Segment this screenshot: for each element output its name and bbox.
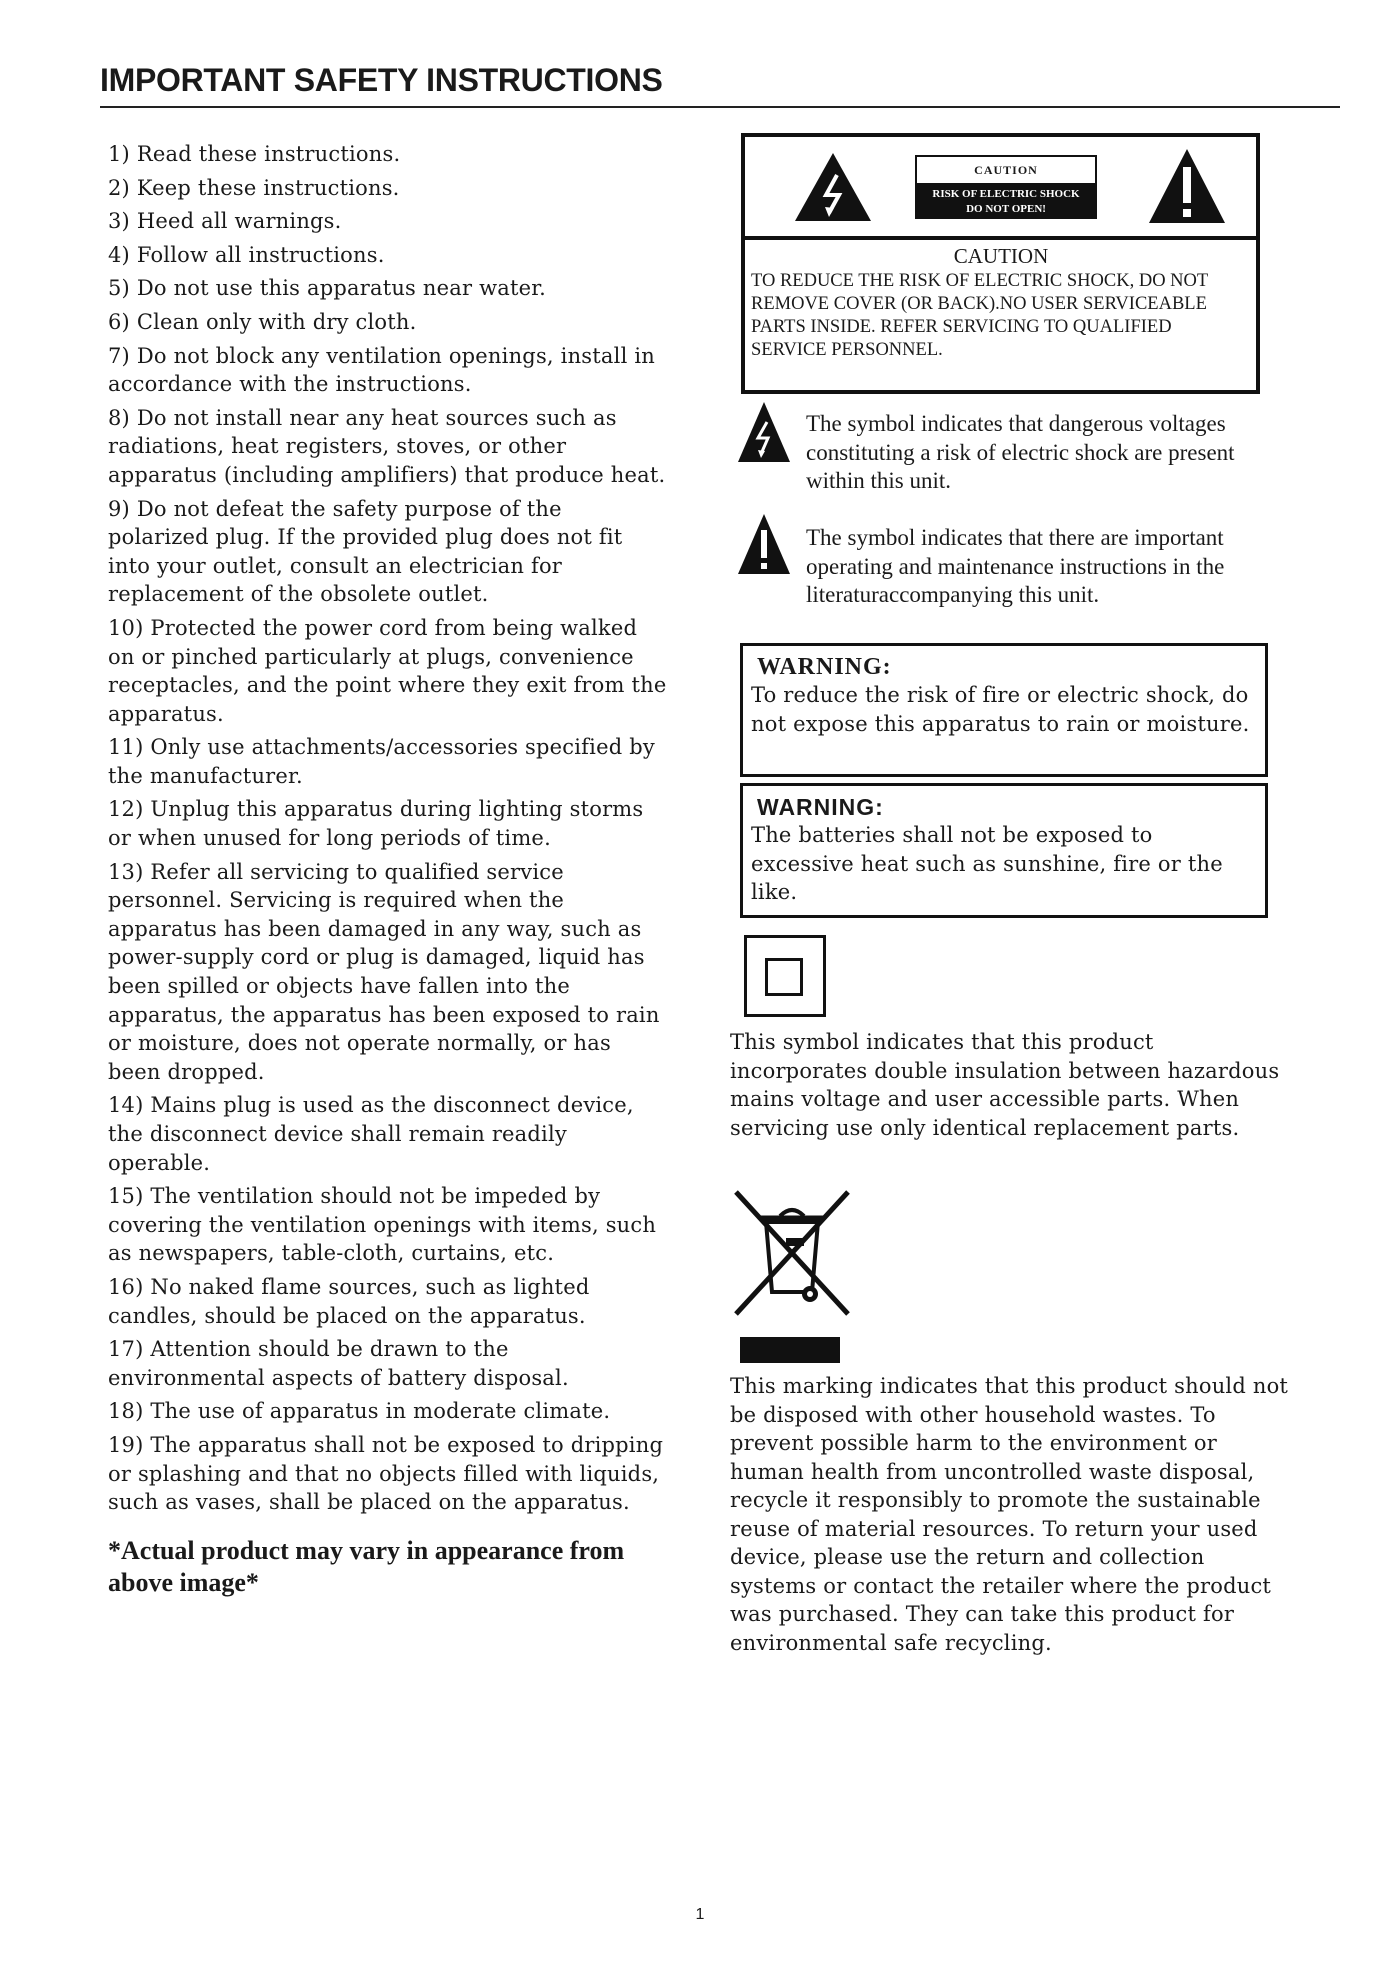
exclamation-symbol-text: The symbol indicates that there are important operating and maintenance instructions in the literaturaccompanying this unit.: [806, 525, 1225, 607]
title-divider: [100, 106, 1340, 108]
instruction-item: 18) The use of apparatus in moderate climate.: [108, 1399, 611, 1424]
instruction-item: 12) Unplug this apparatus during lighting storms or when unused for long periods of time.: [108, 797, 644, 851]
caution-label-warning: [917, 185, 1095, 217]
instruction-item: 13) Refer all servicing to qualified service personnel. Servicing is required when the apparatus has been damaged in any way, such as power-supply cord or plug is damaged, liquid has been spilled or objects have fallen into the apparatus, the apparatus has been exposed to rain or moisture, does not operate normally, or has been dropped.: [108, 859, 660, 1084]
instruction-item: 3) Heed all warnings.: [108, 209, 342, 234]
warning-text: The batteries shall not be exposed to excessive heat such as sunshine, fire or the like.: [751, 823, 1223, 905]
double-insulation-icon: [744, 935, 826, 1017]
instructions-column: [108, 140, 668, 1599]
instruction-item: 14) Mains plug is used as the disconnect device, the disconnect device shall remain readily operable.: [108, 1093, 634, 1175]
warning-box-batteries: [740, 783, 1268, 918]
instruction-item: 4) Follow all instructions.: [108, 242, 385, 267]
lightning-symbol-row: [736, 400, 1296, 493]
instruction-item: 6) Clean only with dry cloth.: [108, 309, 417, 334]
weee-underline-bar: [740, 1337, 840, 1363]
double-insulation-inner-square: [765, 958, 803, 996]
instruction-item: 10) Protected the power cord from being walked on or pinched particularly at plugs, convenience receptacles, and the point where they exit from the apparatus.: [108, 615, 667, 726]
instruction-item: 8) Do not install near any heat sources such as radiations, heat registers, stoves, or other apparatus (including amplifiers) that produce heat.: [108, 405, 666, 487]
instruction-item: 15) The ventilation should not be impeded by covering the ventilation openings with items, such as newspapers, table-cloth, curtains, etc.: [108, 1184, 657, 1266]
page-number: 1: [695, 1906, 705, 1923]
instruction-item: 9) Do not defeat the safety purpose of the polarized plug. If the provided plug does not fit into your outlet, consult an electrician for replacement of the obsolete outlet.: [108, 496, 623, 607]
exclamation-symbol-row: [736, 512, 1296, 632]
instruction-item: 5) Do not use this apparatus near water.: [108, 276, 547, 301]
instruction-list: [108, 140, 668, 1517]
caution-label-line: RISK OF ELECTRIC SHOCK: [932, 188, 1080, 200]
caution-header: [745, 137, 1256, 240]
appearance-note: *Actual product may vary in appearance from above image*: [108, 1535, 625, 1597]
lightning-warning-icon: [793, 151, 873, 223]
crossed-bin-icon: [730, 1188, 854, 1318]
warning-text: To reduce the risk of fire or electric shock, do not expose this apparatus to rain or moisture.: [751, 683, 1250, 736]
caution-label-line: DO NOT OPEN!: [966, 203, 1046, 215]
caution-text: TO REDUCE THE RISK OF ELECTRIC SHOCK, DO NOT REMOVE COVER (OR BACK).NO USER SERVICEABLE PARTS INSIDE. REFER SERVICING TO QUALIFIED SERVICE PERSONNEL.: [751, 271, 1208, 360]
instruction-item: 16) No naked flame sources, such as lighted candles, should be placed on the apparatus.: [108, 1274, 590, 1328]
caution-label: [915, 155, 1097, 219]
caution-heading: CAUTION: [953, 244, 1049, 268]
instruction-item: 2) Keep these instructions.: [108, 175, 400, 200]
instruction-item: 7) Do not block any ventilation openings, install in accordance with the instructions.: [108, 343, 655, 397]
caution-label-title: CAUTION: [917, 157, 1095, 185]
weee-text: This marking indicates that this product should not be disposed with other household wastes. To prevent possible harm to the environment or human health from uncontrolled waste disposal, recycle it responsibly to promote the sustainable reuse of material resources. To return your used device, please use the return and collection systems or contact the retailer where the product was purchased. They can take this product for environmental safe recycling.: [730, 1374, 1289, 1655]
page-title: IMPORTANT SAFETY INSTRUCTIONS: [100, 62, 663, 98]
warning-title: WARNING:: [757, 654, 892, 680]
exclamation-warning-icon: [1147, 147, 1227, 225]
double-insulation-text: This symbol indicates that this product incorporates double insulation between hazardous mains voltage and user accessible parts. When servicing use only identical replacement parts.: [730, 1030, 1280, 1140]
exclamation-symbol-icon: [736, 512, 792, 576]
lightning-symbol-text: The symbol indicates that dangerous voltages constituting a risk of electric shock are present within this unit.: [806, 411, 1235, 493]
warning-box-moisture: [740, 643, 1268, 777]
instruction-item: 17) Attention should be drawn to the environmental aspects of battery disposal.: [108, 1337, 569, 1390]
warning-title: WARNING:: [757, 794, 884, 820]
lightning-symbol-icon: [736, 400, 792, 464]
caution-panel: [741, 133, 1260, 394]
instruction-item: 1) Read these instructions.: [108, 142, 401, 166]
caution-body: [751, 245, 1251, 362]
instruction-item: 11) Only use attachments/accessories specified by the manufacturer.: [108, 735, 655, 788]
instruction-item: 19) The apparatus shall not be exposed to dripping or splashing and that no objects filled with liquids, such as vases, shall be placed on the apparatus.: [108, 1432, 664, 1515]
